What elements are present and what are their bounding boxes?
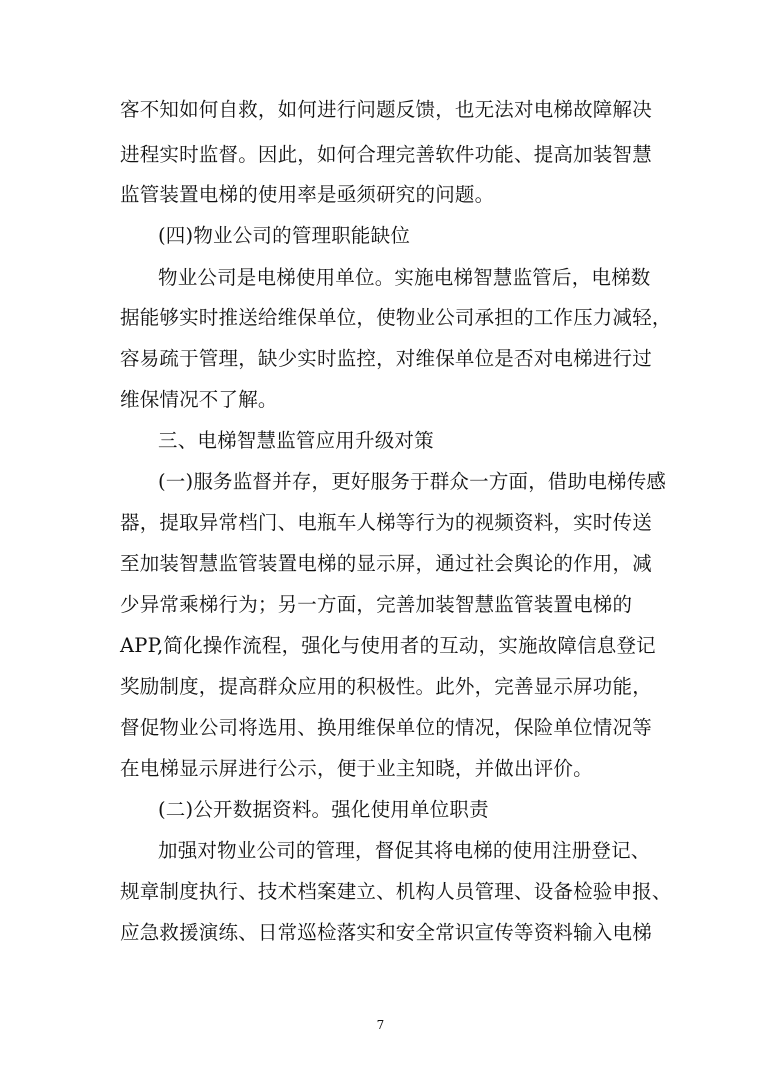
text-line: 据能够实时推送给维保单位，使物业公司承担的工作压力减轻， (120, 306, 672, 329)
text-line: 维保情况不了解。 (120, 388, 278, 411)
text-line: 应急救援演练、日常巡检落实和安全常识宣传等资料输入电梯 (120, 921, 652, 944)
text-line: 少异常乘梯行为；另一方面，完善加装智慧监管装置电梯的 (120, 593, 633, 616)
text-line: 器，提取异常档门、电瓶车人梯等行为的视频资料，实时传送 (120, 511, 652, 534)
text-line: 客不知如何自救，如何进行问题反馈，也无法对电梯故障解决 (120, 98, 652, 121)
page-number: 7 (376, 1018, 385, 1032)
text-line: 加强对物业公司的管理，督促其将电梯的使用注册登记、 (158, 839, 651, 862)
text-line: 物业公司是电梯使用单位。实施电梯智慧监管后，电梯数 (158, 266, 651, 289)
text-line: 督促物业公司将选用、换用维保单位的情况，保险单位情况等 (120, 716, 652, 739)
text-line: APP,简化操作流程，强化与使用者的互动，实施故障信息登记 (120, 634, 656, 657)
section-heading: (四)物业公司的管理职能缺位 (158, 224, 411, 247)
text-line: 在电梯显示屏进行公示，便于业主知晓，并做出评价。 (120, 757, 593, 780)
text-line: 奖励制度，提高群众应用的积极性。此外，完善显示屏功能， (120, 675, 652, 698)
text-line: 规章制度执行、技术档案建立、机构人员管理、设备检验申报、 (120, 880, 672, 903)
text-line: 监管装置电梯的使用率是亟须研究的问题。 (120, 183, 495, 206)
text-line: 至加装智慧监管装置电梯的显示屏，通过社会舆论的作用，减 (120, 552, 652, 575)
text-line: 容易疏于管理，缺少实时监控，对维保单位是否对电梯进行过 (120, 347, 652, 370)
section-heading: (二)公开数据资料。强化使用单位职责 (158, 798, 489, 821)
section-heading: 三、电梯智慧监管应用升级对策 (158, 429, 434, 452)
text-line: (一)服务监督并存，更好服务于群众一方面，借助电梯传感 (158, 470, 667, 493)
text-line: 进程实时监督。因此，如何合理完善软件功能、提高加装智慧 (120, 143, 652, 166)
